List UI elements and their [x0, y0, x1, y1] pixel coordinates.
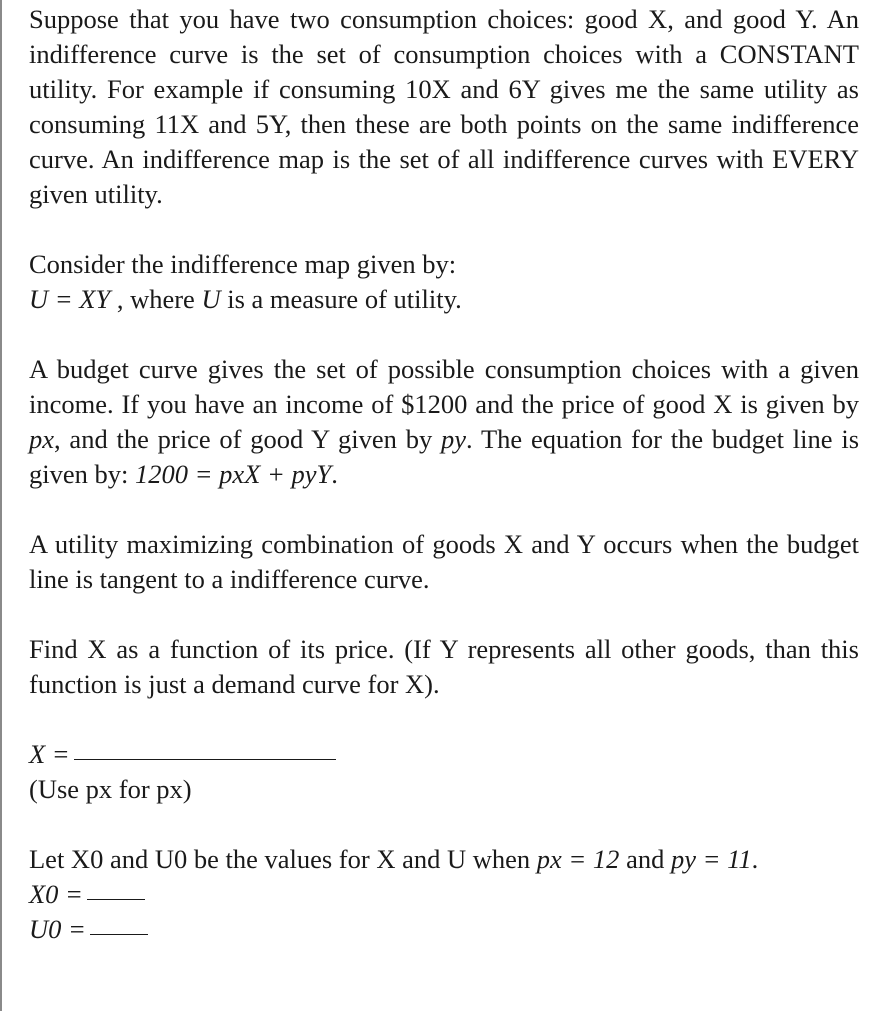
x-answer-block — [29, 737, 859, 807]
x0-answer-blank[interactable] — [87, 899, 145, 900]
budget-paragraph: A budget curve gives the set of possible consumption choices with a given income. If you have an income of $1200 and the price of good X is given by px, and the price of good Y given by py. The equation for the budget line is given by: 1200 = pxX + pyY. — [29, 354, 860, 489]
u0-answer-label: U0 = — [29, 914, 86, 944]
utility-formula: U = XY — [29, 284, 111, 314]
x0-answer-row — [29, 877, 859, 912]
values-paragraph: Let X0 and U0 be the values for X and U when px = 12 and py = 11. — [29, 844, 759, 874]
x-answer-row — [29, 737, 859, 772]
find-x-paragraph: Find X as a function of its price. (If Y represents all other goods, than this function is just a demand curve for X). — [29, 634, 859, 699]
u0-answer-blank[interactable] — [90, 934, 148, 935]
px-value: px = 12 — [536, 844, 620, 874]
values-block — [29, 842, 859, 947]
utility-paragraph — [29, 247, 859, 317]
price-y-symbol: py — [441, 424, 467, 454]
x-answer-blank[interactable] — [74, 759, 336, 760]
x0-answer-label: X0 = — [29, 879, 83, 909]
intro-paragraph: Suppose that you have two consumption choices: good X, and good Y. An indifference curve is the set of consumption choices with a CONSTANT utility. For example if consuming 10X and 6Y gives me the same utility as consuming 11X and 5Y, then these are both points on the same indifference curve. An indifference map is the set of all indifference curves with EVERY given utility. — [29, 4, 859, 209]
py-value: py = 11 — [670, 844, 752, 874]
u0-answer-row — [29, 912, 859, 947]
budget-equation: 1200 = pxX + pyY — [135, 459, 332, 489]
price-x-symbol: px — [29, 424, 55, 454]
x-answer-label: X = — [29, 739, 70, 769]
utility-line-1: Consider the indifference map given by: — [29, 249, 457, 279]
tangency-paragraph: A utility maximizing combination of goods X and Y occurs when the budget line is tangent to a indifference curve. — [29, 529, 859, 594]
utility-line-2: U = XY , where U is a measure of utility. — [29, 284, 462, 314]
x-answer-note: (Use px for px) — [29, 774, 192, 804]
